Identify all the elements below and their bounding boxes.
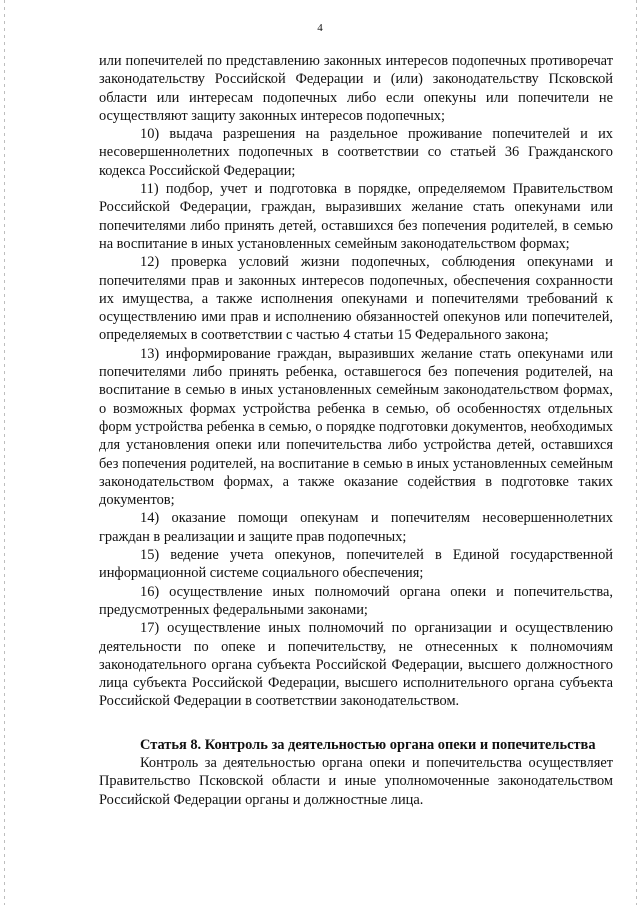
list-item-11: 11) подбор, учет и подготовка в порядке, определяемом Правительством Российской Федерации, граждан, выразивших желание стать опекунами или попечителями либо принять детей, оставшихся без попечения родителей, в семью на воспитание в иных установленных семейным законодательством формах; xyxy=(99,181,613,252)
list-item-12: 12) проверка условий жизни подопечных, соблюдения опекунами и попечителями прав и законных интересов подопечных, обеспечения сохранности их имущества, а также исполнения опекунами и попечителями требований к осуществлению ими прав и исполнению обязанностей опекунов или попечителей, определяемых в соответствии с частью 4 статьи 15 Федерального закона; xyxy=(99,254,613,344)
article-heading: Статья 8. Контроль за деятельностью органа опеки и попечительства xyxy=(140,736,596,753)
list-item-10: 10) выдача разрешения на раздельное проживание попечителей и их несовершеннолетних подопечных в соответствии со статьей 36 Гражданского кодекса Российской Федерации; xyxy=(99,126,613,179)
scan-edge-left xyxy=(4,0,5,905)
list-item-13: 13) информирование граждан, выразивших желание стать опекунами или попечителями либо принять ребенка, оставшегося без попечения родителей, на воспитание в семью в иных установленных семейным законодательством формах, о возможных формах устройства ребенка в семью, об особенностях отдельных форм устройства ребенка в семью, о порядке подготовки документов, необходимых для установления опеки или попечительства либо устройства детей, оставшихся без попечения родителей, на воспитание в семью в иных установленных семейным законодательством формах, а также оказание содействия в подготовке таких документов; xyxy=(99,345,613,509)
document-body xyxy=(99,52,613,809)
list-item-14: 14) оказание помощи опекунам и попечителям несовершеннолетних граждан в реализации и защите прав подопечных; xyxy=(99,510,613,545)
page-number: 4 xyxy=(317,22,323,34)
scan-edge-right xyxy=(636,0,637,905)
article-text: Контроль за деятельностью органа опеки и попечительства осуществляет Правительство Псковской области и иные уполномоченные законодательством Российской Федерации органы и должностные лица. xyxy=(99,754,613,808)
paragraph-continuation: или попечителей по представлению законных интересов подопечных противоречат законодательству Российской Федерации и (или) законодательству Псковской области или интересам подопечных либо если опекуны или попечители не осуществляют защиту законных интересов подопечных; xyxy=(99,53,613,124)
list-item-17: 17) осуществление иных полномочий по организации и осуществлению деятельности по опеке и попечительству, не отнесенных к полномочиям законодательного органа субъекта Российской Федерации, высшего должностного лица субъекта Российской Федерации, высшего исполнительного органа субъекта Российской Федерации в соответствии законодательством. xyxy=(99,620,613,710)
list-item-16: 16) осуществление иных полномочий органа опеки и попечительства, предусмотренных федеральными законами; xyxy=(99,583,613,618)
list-item-15: 15) ведение учета опекунов, попечителей в Единой государственной информационной системе социального обеспечения; xyxy=(99,547,613,582)
